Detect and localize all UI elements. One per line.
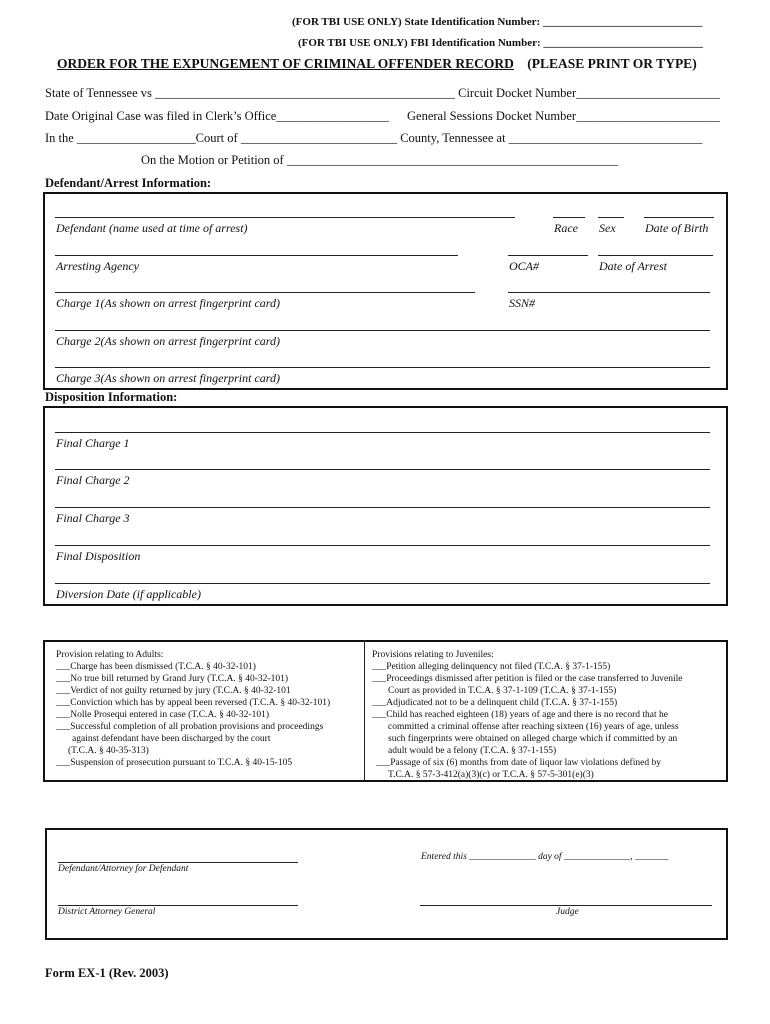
final3-label: Final Charge 3 (56, 511, 130, 525)
state-vs-line: State of Tennessee vs ________________________________________________ Circuit Docket Number_______________________ (45, 86, 720, 100)
provisions-divider (364, 640, 365, 782)
judge-signature-line (420, 905, 712, 906)
dob-line (644, 217, 714, 218)
disposition-box (43, 406, 728, 606)
entered-line: Entered this ______________ day of ______________, _______ (421, 852, 669, 862)
juvenile-provision: ___Petition alleging delinquency not filed (T.C.A. § 37-1-155) (372, 662, 611, 672)
adult-provision: ___Successful completion of all probation provisions and proceedings (56, 722, 324, 732)
arrest-date-line (598, 255, 713, 256)
adult-provision: ___Nolle Prosequi entered in case (T.C.A. § 40-32-101) (56, 710, 269, 720)
defendant-name-line (55, 217, 515, 218)
adults-provisions (56, 649, 330, 769)
charge2-label: Charge 2(As shown on arrest fingerprint card) (56, 334, 280, 348)
juvenile-provision-cont: adult would be a felony (T.C.A. § 37-1-155) (388, 746, 557, 756)
ssn-line (508, 292, 710, 293)
adult-provision: ___Verdict of not guilty returned by jury (T.C.A. § 40-32-101 (56, 686, 291, 696)
dob-label: Date of Birth (645, 221, 709, 235)
defendant-label: Defendant (name used at time of arrest) (56, 221, 248, 235)
juvenile-provision: ___Child has reached eighteen (18) years of age and there is no record that he (372, 710, 668, 720)
charge2-line (55, 330, 710, 331)
final1-label: Final Charge 1 (56, 436, 130, 450)
juvenile-provision-cont: committed a criminal offense after reaching sixteen (16) years of age, unless (388, 722, 679, 732)
juvenile-provision-cont: T.C.A. § 57-3-412(a)(3)(c) or T.C.A. § 57-5-301(e)(3) (388, 770, 594, 780)
defendant-heading: Defendant/Arrest Information: (45, 176, 212, 190)
final-disp-label: Final Disposition (56, 549, 141, 563)
print-note: (PLEASE PRINT OR TYPE) (527, 56, 697, 71)
signature-box (45, 828, 728, 940)
date-filed-line: Date Original Case was filed in Clerk’s Office__________________ (45, 109, 389, 123)
sex-line (598, 217, 624, 218)
state-id-label: (FOR TBI USE ONLY) State Identification Number: _____________________________ (292, 16, 703, 28)
charge3-line (55, 367, 710, 368)
juvenile-provision-cont: Court as provided in T.C.A. § 37-1-109 (T.C.A. § 37-1-155) (388, 686, 617, 696)
final2-label: Final Charge 2 (56, 473, 130, 487)
arrest-date-label: Date of Arrest (599, 259, 667, 273)
adult-provision: ___Charge has been dismissed (T.C.A. § 40-32-101) (56, 662, 256, 672)
juvenile-provision-cont: such fingerprints were obtained on alleged charge which if committed by an (388, 734, 678, 744)
court-line: In the ___________________Court of _________________________ County, Tennessee at _______________________________ (45, 131, 703, 145)
disposition-heading: Disposition Information: (45, 390, 178, 404)
juvenile-provision: ___Adjudicated not to be a delinquent child (T.C.A. § 37-1-155) (372, 698, 618, 708)
agency-line (55, 255, 458, 256)
motion-line: On the Motion or Petition of _____________________________________________________ (141, 153, 619, 167)
charge3-label: Charge 3(As shown on arrest fingerprint card) (56, 371, 280, 385)
final2-line (55, 469, 710, 470)
juveniles-heading: Provisions relating to Juveniles: (372, 650, 494, 660)
race-label: Race (554, 221, 578, 235)
fbi-id-label: (FOR TBI USE ONLY) FBI Identification Number: _____________________________ (298, 37, 703, 49)
charge1-line (55, 292, 475, 293)
final-disp-line (55, 545, 710, 546)
adult-provision-cont: (T.C.A. § 40-35-313) (68, 746, 149, 756)
adults-heading: Provision relating to Adults: (56, 650, 164, 660)
title-text: ORDER FOR THE EXPUNGEMENT OF CRIMINAL OFFENDER RECORD (57, 56, 514, 71)
da-signature-line (58, 905, 298, 906)
juvenile-provision: ___Proceedings dismissed after petition is filed or the case transferred to Juvenile (372, 674, 683, 684)
page-title (57, 56, 697, 72)
defendant-signature-line (58, 862, 298, 863)
charge1-label: Charge 1(As shown on arrest fingerprint card) (56, 296, 280, 310)
juvenile-provisions (372, 649, 683, 781)
sex-label: Sex (599, 221, 616, 235)
final3-line (55, 507, 710, 508)
final1-line (55, 432, 710, 433)
diversion-line (55, 583, 710, 584)
form-number: Form EX-1 (Rev. 2003) (45, 966, 169, 980)
oca-line (508, 255, 588, 256)
agency-label: Arresting Agency (56, 259, 139, 273)
juvenile-provision: ___Passage of six (6) months from date of liquor law violations defined by (376, 758, 661, 768)
adult-provision: ___Conviction which has by appeal been reversed (T.C.A. § 40-32-101) (56, 698, 331, 708)
adult-provision: ___No true bill returned by Grand Jury (T.C.A. § 40-32-101) (56, 674, 288, 684)
ssn-label: SSN# (509, 296, 536, 310)
da-signature-label: District Attorney General (58, 907, 156, 917)
race-line (553, 217, 585, 218)
defendant-signature-label: Defendant/Attorney for Defendant (58, 864, 189, 874)
gs-docket-line: General Sessions Docket Number_______________________ (407, 109, 720, 123)
judge-signature-label: Judge (556, 907, 579, 917)
adult-provision-cont: against defendant have been discharged by the court (72, 734, 271, 744)
adult-provision: ___Suspension of prosecution pursuant to T.C.A. § 40-15-105 (56, 758, 293, 768)
oca-label: OCA# (509, 259, 539, 273)
diversion-label: Diversion Date (if applicable) (56, 587, 201, 601)
